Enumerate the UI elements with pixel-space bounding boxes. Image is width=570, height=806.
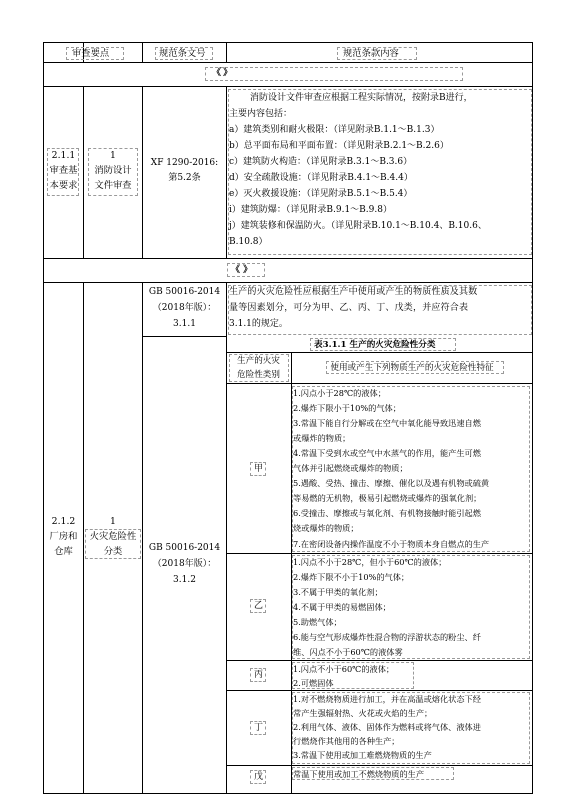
content-line: e）灭火救援设施：（详见附录B.5.1～B.5.4）: [229, 189, 413, 199]
category-line: 3.常温下能自行分解或在空气中氧化能导致迅速自燃: [293, 418, 481, 428]
category-label: 丙: [253, 670, 263, 680]
row2-item-line: 1: [110, 516, 116, 527]
header-content: 规范条款内容: [343, 48, 399, 59]
table-caption-text: 表3.1.1 生产的火灾危险性分类: [314, 340, 436, 350]
category-line: 1.闪点小于28℃的液体；: [293, 388, 386, 398]
content-line: 量等因素划分，可分为甲、乙、丙、丁、戊类，并应符合表: [229, 303, 469, 313]
section1-title: 《 》: [212, 68, 232, 78]
content-line: 生产的火灾危险性应根据生产中使用或产生的物质性质及其数: [229, 287, 478, 297]
content-line: c）建筑防火构造：（详见附录B.3.1～B.3.6）: [229, 157, 413, 167]
category-line: 3.常温下使用或加工难燃烧物质的生产: [293, 750, 432, 760]
table-head-left-line: 生产的火灾: [237, 356, 280, 366]
content-line: i）建筑防爆：（详见附录B.9.1～B.9.8）: [229, 205, 392, 215]
content-line: 消防设计文件审查应根据工程实际情况，按附录B进行，: [250, 93, 473, 103]
header-clause: 规范条文号: [159, 48, 206, 59]
category-line: 4.常温下受到水或空气中水蒸气的作用，能产生可燃: [293, 448, 481, 458]
content-line: 主要内容包括：: [229, 109, 293, 119]
clause1-line: GB 50016-2014: [148, 287, 221, 297]
category-line: 1.闪点不小于28℃，但小于60℃的液体；: [293, 557, 447, 567]
section1-annot: [205, 67, 463, 81]
table-head-right: 使用或产生下列物质生产的火灾危险性特征: [330, 363, 494, 373]
table-head-left-line: 危险性类别: [237, 370, 280, 380]
row1-item-line: 文件审查: [94, 180, 132, 191]
category-line: 4.不属于甲类的易燃固体；: [293, 602, 391, 612]
row1-point-line: 2.1.1: [51, 150, 76, 161]
category-line: 1.闪点不小于60℃的液体；: [293, 664, 395, 674]
category-line: 2.利用气体、液体、固体作为燃料或将气体、液体进: [293, 722, 481, 732]
content-line: d）安全疏散设施：（详见附录B.4.1～B.4.4）: [229, 173, 413, 183]
category-line: 2.可燃固体: [293, 678, 334, 688]
row1-point-line: 本要求: [49, 180, 78, 191]
content-line: j）建筑装修和保温防火。（详见附录B.10.1～B.10.4、B.10.6、: [229, 221, 487, 231]
category-line: 2.爆炸下限不小于10%的气体；: [293, 572, 410, 582]
row1-clause-line: XF 1290-2016:: [150, 158, 219, 168]
category-line: 气体并引起燃烧或爆炸的物质；: [293, 463, 408, 473]
row2-point-line: 厂房和: [49, 531, 78, 542]
content-line: a）建筑类别和耐火极限：（详见附录B.1.1～B.1.3）: [229, 125, 440, 135]
category-line: 6.受撞击、摩擦或与氧化剂、有机物接触时能引起燃: [293, 508, 481, 518]
category-line: 2.爆炸下限小于10%的气体；: [293, 403, 401, 413]
section2-title: 《 》: [231, 265, 253, 275]
content-line: B.10.8）: [229, 237, 268, 247]
clause1-line: （2018年版）：: [152, 303, 217, 313]
category-label: 甲: [253, 464, 263, 474]
category-label: 乙: [253, 601, 263, 611]
category-label: 戊: [253, 772, 263, 782]
content-line: 3.1.1的规定。: [229, 319, 288, 329]
category-line: 6.能与空气形成爆炸性混合物的浮游状态的粉尘、纤: [293, 632, 481, 642]
row2-point-line: 2.1.2: [51, 516, 76, 527]
category-line: 维、闪点不小于60℃的液体雾: [293, 647, 403, 657]
category-line: 常产生强辐射热、火花或火焰的生产；: [293, 708, 433, 718]
row1-item-line: 1: [110, 150, 116, 161]
clause2-line: （2018年版）：: [152, 559, 217, 569]
category-line: 常温下使用或加工不燃烧物质的生产: [293, 769, 425, 779]
category-line: 5.遇酸、受热、撞击、摩擦、催化以及遇有机物或硫黄: [293, 478, 490, 488]
category-line: 行燃烧作其他用的各种生产；: [293, 736, 400, 746]
category-label: 丁: [253, 723, 263, 733]
category-line: 7.在密闭设备内操作温度不小于物质本身自燃点的生产: [293, 539, 490, 549]
category-line: 3.不属于甲类的氧化剂；: [293, 587, 383, 597]
header-point: 审查要点: [72, 48, 110, 59]
row1-clause-line: 第5.2条: [168, 173, 201, 183]
category-line: 等易燃的无机物，极易引起燃烧或爆炸的强氧化剂；: [293, 493, 482, 503]
row2-point-line: 仓库: [54, 546, 73, 557]
category-line: 或爆炸的物质；: [293, 433, 351, 443]
row2-item-line: 火灾危险性: [89, 531, 137, 542]
category-line: 烧或爆炸的物质；: [293, 523, 359, 533]
row2-item-line: 分类: [103, 546, 123, 557]
row1-point-line: 审查基: [49, 165, 78, 176]
clause2-line: 3.1.2: [173, 575, 196, 585]
clause1-line: 3.1.1: [173, 319, 196, 329]
category-line: 5.助燃气体；: [293, 617, 342, 627]
row1-item-line: 消防设计: [94, 165, 132, 176]
category-line: 1.对不燃烧物质进行加工，并在高温或熔化状态下经: [293, 694, 481, 704]
content-line: b）总平面布局和平面布置：（详见附录B.2.1～B.2.6）: [229, 141, 449, 151]
clause2-line: GB 50016-2014: [148, 543, 221, 553]
